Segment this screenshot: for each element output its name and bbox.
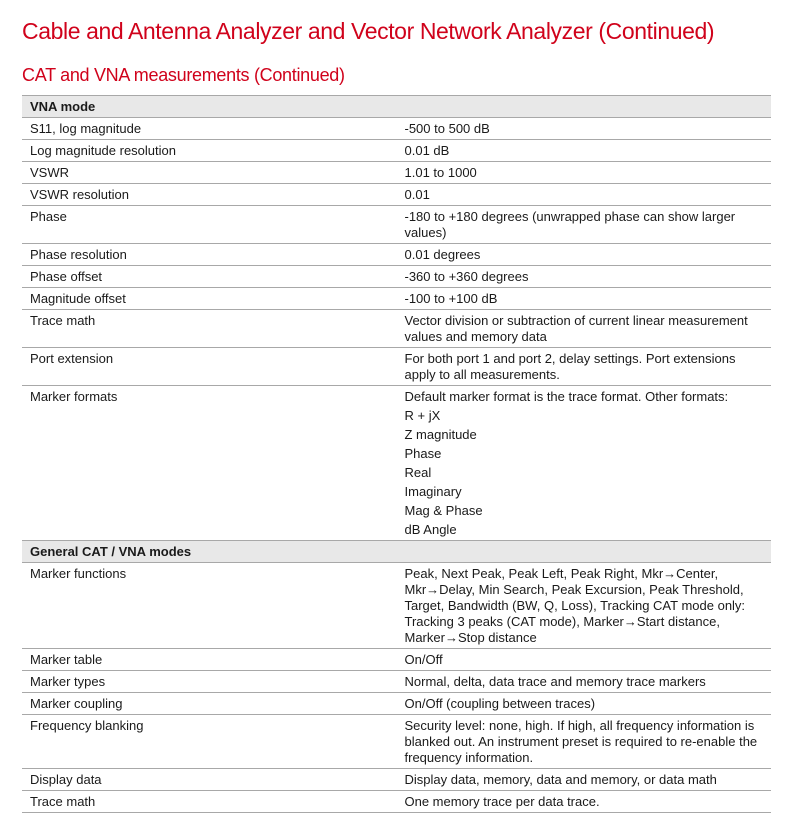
table-row	[22, 310, 771, 348]
marker-formats-intro: Default marker format is the trace format. Other formats:	[404, 389, 729, 404]
spec-value: 0.01	[397, 184, 772, 206]
table-row	[22, 348, 771, 386]
section-title: CAT and VNA measurements (Continued)	[22, 65, 345, 85]
marker-formats-list	[397, 386, 772, 541]
spec-label: VSWR	[22, 162, 397, 184]
table-row	[22, 206, 771, 244]
table-row	[22, 693, 771, 715]
spec-label: Phase resolution	[22, 244, 397, 266]
spec-value: Peak, Next Peak, Peak Left, Peak Right, Mkr→Center, Mkr→Delay, Min Search, Peak Excursion, Peak Threshold, Target, Bandwidth (BW, Q, Loss), Tracking CAT mode only: Tracking 3 peaks (CAT mode), Marker→Start distance, Marker→Stop distance	[397, 563, 772, 649]
marker-format-item: Z magnitude	[404, 427, 477, 442]
spec-label: Phase offset	[22, 266, 397, 288]
spec-value: On/Off (coupling between traces)	[397, 693, 772, 715]
marker-format-item: Real	[404, 465, 432, 480]
table-row	[22, 671, 771, 693]
table-row	[22, 266, 771, 288]
spec-value: 0.01 degrees	[397, 244, 772, 266]
spec-label: Trace math	[22, 310, 397, 348]
spec-value: For both port 1 and port 2, delay settings. Port extensions apply to all measurements.	[397, 348, 772, 386]
table-row	[22, 791, 771, 813]
table-row	[22, 715, 771, 769]
spec-label: Marker types	[22, 671, 397, 693]
table-row	[22, 162, 771, 184]
spec-value: 1.01 to 1000	[397, 162, 772, 184]
marker-format-item: Imaginary	[404, 484, 462, 499]
spec-value: -180 to +180 degrees (unwrapped phase can show larger values)	[397, 206, 772, 244]
table-row	[22, 184, 771, 206]
spec-label: Port extension	[22, 348, 397, 386]
spec-value: -360 to +360 degrees	[397, 266, 772, 288]
spec-value: Normal, delta, data trace and memory trace markers	[397, 671, 772, 693]
spec-value: Vector division or subtraction of current linear measurement values and memory data	[397, 310, 772, 348]
marker-format-item: Mag & Phase	[404, 503, 483, 518]
table-row	[22, 244, 771, 266]
spec-value: -500 to 500 dB	[397, 118, 772, 140]
spec-value: Security level: none, high. If high, all frequency information is blanked out. An instrument preset is required to re-enable the frequency information.	[397, 715, 772, 769]
spec-label: Magnitude offset	[22, 288, 397, 310]
spec-value: -100 to +100 dB	[397, 288, 772, 310]
spec-value: On/Off	[397, 649, 772, 671]
spec-value: Display data, memory, data and memory, or data math	[397, 769, 772, 791]
group-header-vna-mode	[22, 96, 771, 118]
spec-label: VSWR resolution	[22, 184, 397, 206]
spec-label: Marker functions	[22, 563, 397, 649]
spec-label: Marker table	[22, 649, 397, 671]
table-row	[22, 563, 771, 649]
spec-label: Marker coupling	[22, 693, 397, 715]
group-heading: General CAT / VNA modes	[22, 541, 771, 563]
table-row	[22, 118, 771, 140]
table-row	[22, 288, 771, 310]
spec-label: Phase	[22, 206, 397, 244]
spec-label: Marker formats	[22, 386, 397, 541]
spec-label: S11, log magnitude	[22, 118, 397, 140]
group-header-general-modes	[22, 541, 771, 563]
page-title: Cable and Antenna Analyzer and Vector Network Analyzer (Continued)	[22, 18, 715, 44]
marker-format-item: Phase	[404, 446, 442, 461]
group-heading: VNA mode	[22, 96, 771, 118]
spec-value: One memory trace per data trace.	[397, 791, 772, 813]
marker-format-item: R + jX	[404, 408, 441, 423]
spec-label: Display data	[22, 769, 397, 791]
marker-format-item: dB Angle	[404, 522, 457, 537]
spec-table	[22, 96, 771, 813]
spec-label: Log magnitude resolution	[22, 140, 397, 162]
spec-label: Trace math	[22, 791, 397, 813]
table-row	[22, 649, 771, 671]
table-row	[22, 769, 771, 791]
table-row	[22, 140, 771, 162]
table-row-marker-formats	[22, 386, 771, 541]
spec-value: 0.01 dB	[397, 140, 772, 162]
spec-label: Frequency blanking	[22, 715, 397, 769]
